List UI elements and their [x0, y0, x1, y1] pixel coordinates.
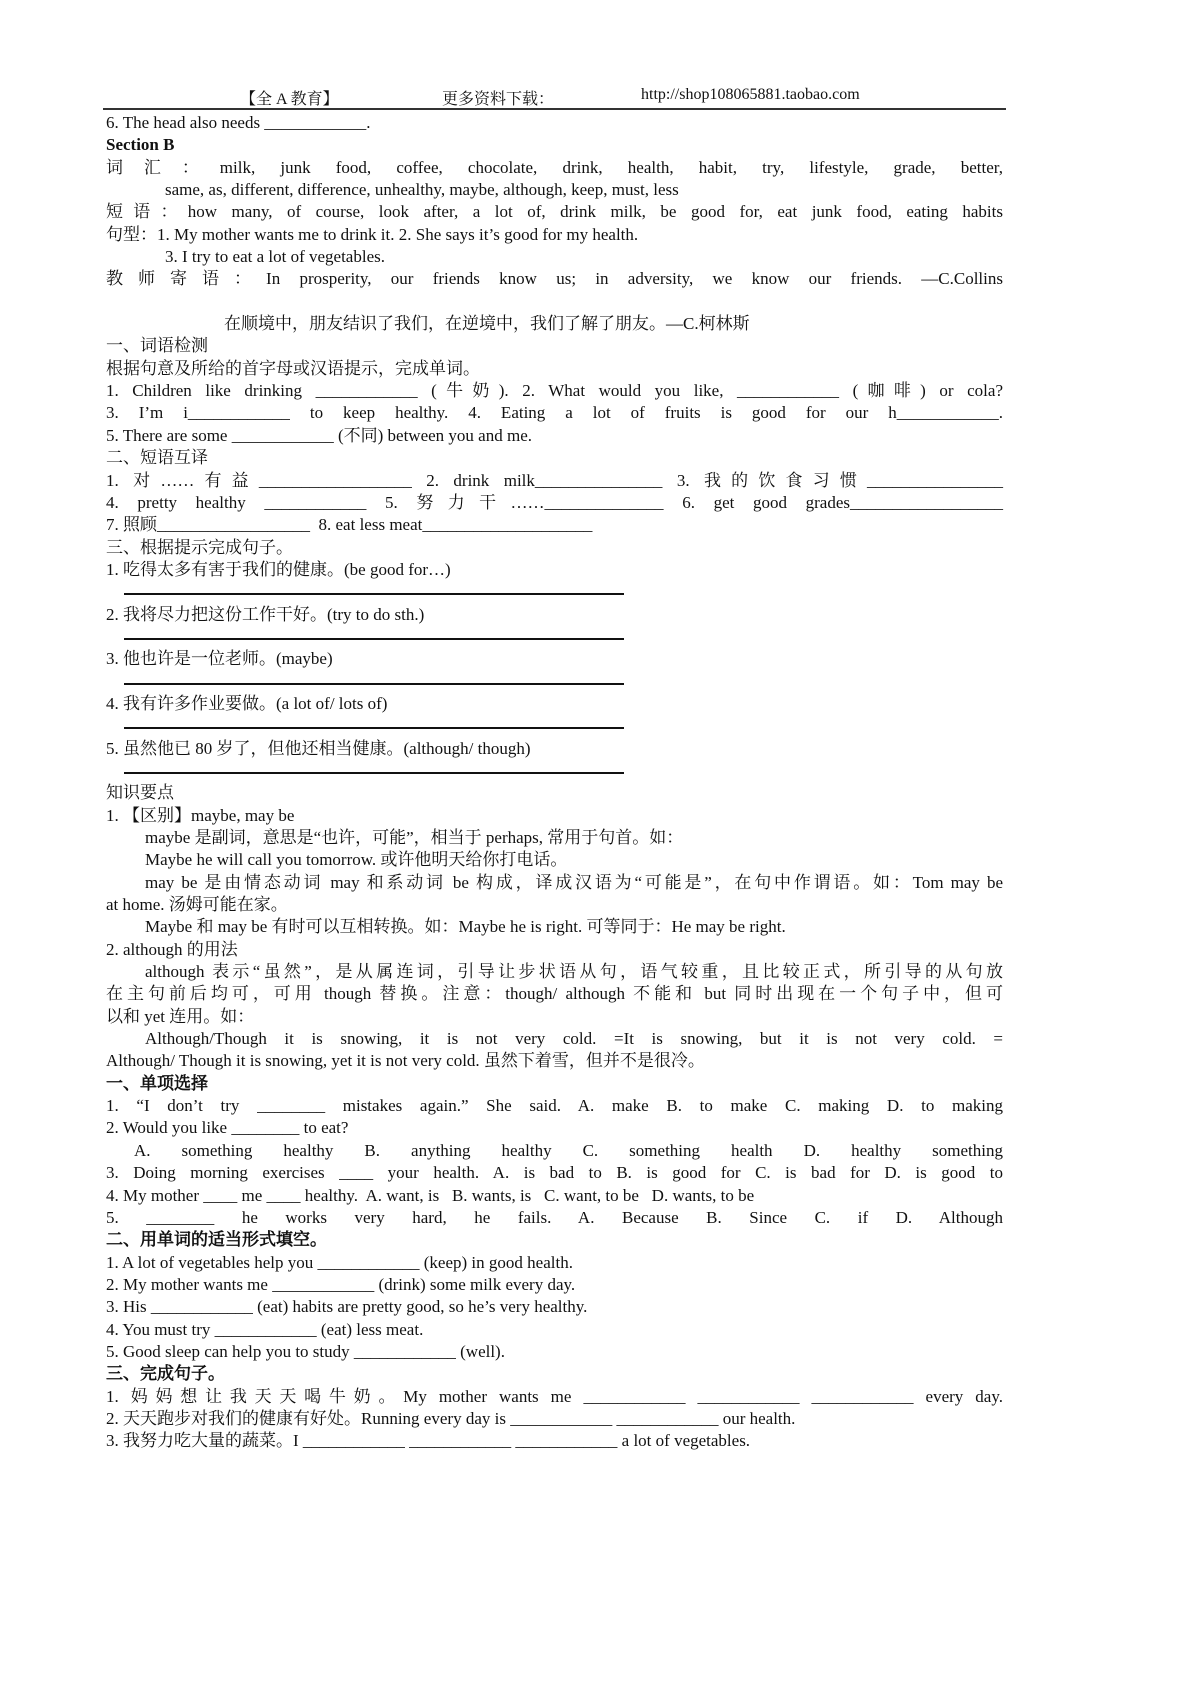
text-line: Although/Though it is snowing, it is not very cold. =It is snowing, but it is not very cold. = — [145, 1029, 1003, 1049]
text-line: 1. A lot of vegetables help you ____________ (keep) in good health. — [106, 1252, 573, 1272]
text-line: at home. 汤姆可能在家。 — [106, 895, 288, 915]
header-download-label: 更多资料下载： — [442, 91, 555, 108]
text-line: 短语：how many, of course, look after, a lot of, drink milk, be good for, eat junk food, eating habits — [106, 202, 1003, 222]
text-line: Maybe he will call you tomorrow. 或许他明天给你打电话。 — [145, 850, 568, 870]
text-line: 二、用单词的适当形式填空。 — [106, 1230, 327, 1250]
text-line: 2. although 的用法 — [106, 939, 238, 959]
text-line: 一、单项选择 — [106, 1073, 208, 1093]
document-body — [106, 112, 1003, 1453]
answer-line — [106, 671, 1003, 693]
text-line: 4. My mother ____ me ____ healthy. A. want, is B. wants, is C. want, to be D. wants, to be — [106, 1185, 755, 1205]
text-line: 5. 虽然他已 80 岁了，但他还相当健康。(although/ though) — [106, 738, 531, 758]
text-line: 3. I’m i____________ to keep healthy. 4. Eating a lot of fruits is good for our h____________. — [106, 403, 1003, 423]
text-line: 2. Would you like ________ to eat? — [106, 1118, 349, 1138]
text-line: 4. You must try ____________ (eat) less meat. — [106, 1319, 424, 1339]
text-line: 三、完成句子。 — [106, 1364, 225, 1384]
text-line: Although/ Though it is snowing, yet it is not very cold. 虽然下着雪，但并不是很冷。 — [106, 1051, 705, 1071]
answer-line — [106, 760, 1003, 782]
text-line: 知识要点 — [106, 783, 174, 803]
text-line: 1. 对……有益__________________ 2. drink milk_______________ 3. 我的饮食习惯________________ — [106, 470, 1003, 490]
text-line: 5. ________ he works very hard, he fails. A. Because B. Since C. if D. Although — [106, 1207, 1003, 1227]
answer-line — [106, 581, 1003, 603]
text-line: may be 是由情态动词 may 和系动词 be 构成，译成汉语为“可能是”，在句中作谓语。如：Tom may be — [145, 872, 1003, 892]
text-line: 7. 照顾__________________ 8. eat less meat____________________ — [106, 515, 593, 535]
text-line: 1. “I don’t try ________ mistakes again.” She said. A. make B. to make C. making D. to making — [106, 1096, 1003, 1116]
text-line: 5. Good sleep can help you to study ____________ (well). — [106, 1341, 505, 1361]
text-line: 1. 【区别】maybe, may be — [106, 805, 295, 825]
text-line: 3. His ____________ (eat) habits are pretty good, so he’s very healthy. — [106, 1297, 588, 1317]
header-brand: 【全 A 教育】 — [240, 91, 339, 108]
text-line: 4. pretty healthy ____________ 5. 努力干……______________ 6. get good grades__________________ — [106, 492, 1003, 512]
text-line: 1. 妈妈想让我天天喝牛奶。My mother wants me ____________ ____________ ____________ every day. — [106, 1386, 1003, 1406]
text-line: 三、根据提示完成句子。 — [106, 537, 293, 557]
text-line: Section B — [106, 135, 175, 155]
text-line: 4. 我有许多作业要做。(a lot of/ lots of) — [106, 693, 388, 713]
answer-line — [106, 626, 1003, 648]
text-line: although 表示“虽然”，是从属连词，引导让步状语从句，语气较重，且比较正式，所引导的从句放 — [145, 962, 1003, 982]
text-line: 2. 天天跑步对我们的健康有好处。Running every day is ____________ ____________ our health. — [106, 1408, 796, 1428]
text-line: 句型：1. My mother wants me to drink it. 2. She says it’s good for my health. — [106, 224, 639, 244]
text-line: 3. I try to eat a lot of vegetables. — [165, 247, 385, 267]
text-line: Maybe 和 may be 有时可以互相转换。如：Maybe he is right. 可等同于：He may be right. — [145, 917, 786, 937]
text-line — [106, 291, 1003, 313]
header-divider — [103, 108, 1006, 110]
text-line: 二、短语互译 — [106, 448, 208, 468]
text-line: 词汇：milk, junk food, coffee, chocolate, drink, health, habit, try, lifestyle, grade, better, — [106, 157, 1003, 177]
text-line: 2. My mother wants me ____________ (drink) some milk every day. — [106, 1274, 576, 1294]
text-line: 在主句前后均可，可用 though 替换。注意：though/ although 不能和 but 同时出现在一个句子中，但可 — [106, 984, 1003, 1004]
text-line: 教师寄语：In prosperity, our friends know us; in adversity, we know our friends. —C.Collins — [106, 269, 1003, 289]
text-line: A. something healthy B. anything healthy C. something health D. healthy something — [134, 1140, 1003, 1160]
text-line: 3. Doing morning exercises ____ your health. A. is bad to B. is good for C. is bad for D. is good to — [106, 1163, 1003, 1183]
text-line: 6. The head also needs ____________. — [106, 113, 371, 132]
header-url[interactable]: http://shop108065881.taobao.com — [641, 86, 860, 103]
text-line: 在顺境中，朋友结识了我们，在逆境中，我们了解了朋友。—C.柯林斯 — [224, 314, 750, 334]
text-line: 3. 他也许是一位老师。(maybe) — [106, 649, 333, 669]
text-line: 1. Children like drinking ____________ (牛奶). 2. What would you like, ____________ (咖啡) or cola? — [106, 381, 1003, 401]
text-line: 2. 我将尽力把这份工作干好。(try to do sth.) — [106, 604, 425, 624]
text-line: 1. 吃得太多有害于我们的健康。(be good for…) — [106, 559, 451, 579]
text-line: 一、词语检测 — [106, 336, 208, 356]
text-line: 根据句意及所给的首字母或汉语提示，完成单词。 — [106, 358, 480, 378]
text-line: same, as, different, difference, unhealthy, maybe, although, keep, must, less — [165, 180, 679, 200]
text-line: 5. There are some ____________ (不同) between you and me. — [106, 425, 532, 445]
text-line: maybe 是副词，意思是“也许，可能”，相当于 perhaps, 常用于句首。如： — [145, 828, 684, 847]
text-line: 3. 我努力吃大量的蔬菜。I ____________ ____________ ____________ a lot of vegetables. — [106, 1431, 751, 1451]
text-line: 以和 yet 连用。如： — [106, 1006, 255, 1026]
answer-line — [106, 715, 1003, 737]
